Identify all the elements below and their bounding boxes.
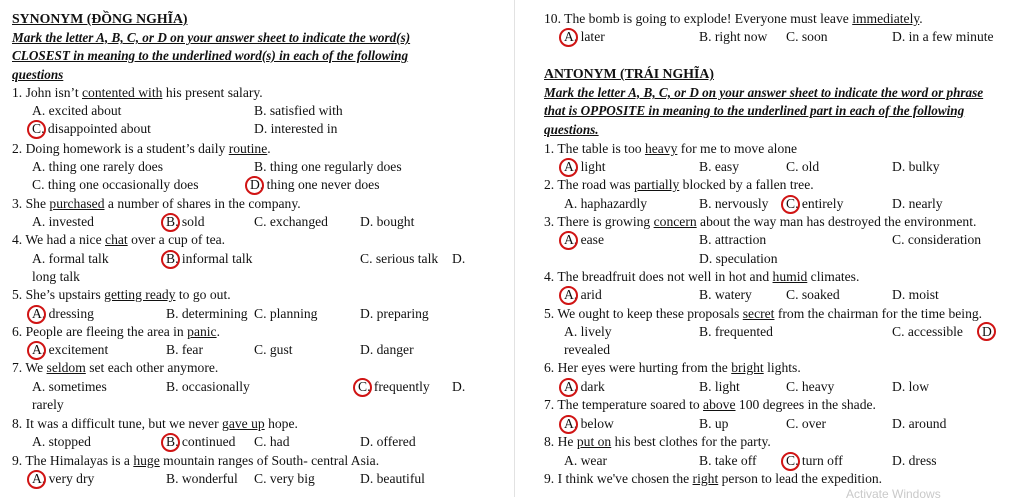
option-b: B. up [699,416,729,431]
question-7: 7. We seldom set each other anymore. [12,360,219,375]
underlined-word: routine [228,141,268,156]
option-d: D. beautiful [360,471,425,486]
option-a: A. stopped [32,434,91,449]
question-1: 1. John isn’t contented with his present salary. [12,85,263,100]
option-a: A. dark [564,379,605,394]
underlined-word: right [692,471,719,486]
option-d: D. [452,379,466,394]
option-b: B. right now [699,29,768,44]
option-d: D. nearly [892,196,943,211]
synonym-instruction-line-3: questions [12,67,64,82]
left-column [0,0,512,497]
option-d-text: revealed [564,342,611,357]
option-d-text: long talk [32,269,80,284]
answer-circle [559,231,578,250]
underlined-word: immediately [852,11,920,26]
option-c: C. thing one occasionally does [32,177,199,192]
option-c: C. turn off [786,453,843,468]
underlined-word: bright [731,360,764,375]
option-d: D. in a few minute [892,29,994,44]
option-c: C. soon [786,29,828,44]
question-3: 3. She purchased a number of shares in the company. [12,196,301,211]
option-d: D. offered [360,434,416,449]
option-d: D. [982,324,996,339]
question-8: 8. It was a difficult tune, but we never gave up hope. [12,416,298,431]
option-c: C. frequently [358,379,430,394]
answer-circle [27,470,46,489]
option-d: D. bulky [892,159,940,174]
answer-circle [245,176,264,195]
underlined-word: humid [772,269,808,284]
option-a: A. formal talk [32,251,109,266]
answer-circle [559,378,578,397]
question-9: 9. The Himalayas is a huge mountain ranges of South- central Asia. [12,453,380,468]
answer-circle [781,195,800,214]
option-d-text: rarely [32,397,64,412]
option-a: A. later [564,29,605,44]
antonym-title: ANTONYM (TRÁI NGHĨA) [544,66,714,81]
answer-circle [559,28,578,47]
option-b: B. informal talk [166,251,253,266]
option-a: A. invested [32,214,94,229]
antonym-instruction-line-2: that is OPPOSITE in meaning to the underlined part in each of the following [544,103,965,118]
option-c: C. entirely [786,196,844,211]
answer-circle [977,322,996,341]
option-c: C. exchanged [254,214,328,229]
option-b: B. frequented [699,324,773,339]
underlined-word: chat [105,232,128,247]
antonym-question-8: 8. He put on his best clothes for the party. [544,434,771,449]
option-c: C. very big [254,471,315,486]
option-a: A. excited about [32,103,122,118]
option-d: D. low [892,379,930,394]
antonym-question-3: 3. There is growing concern about the way man has destroyed the environment. [544,214,977,229]
option-b: B. fear [166,342,203,357]
answer-circle [559,286,578,305]
antonym-question-5: 5. We ought to keep these proposals secret from the chairman for the time being. [544,306,983,321]
option-b: B. light [699,379,740,394]
underlined-word: put on [576,434,612,449]
synonym-instruction-line-2: CLOSEST in meaning to the underlined word(s) in each of the following [12,48,409,63]
option-a: A. sometimes [32,379,107,394]
option-a: A. dressing [32,306,94,321]
option-a: A. wear [564,453,608,468]
option-c: C. accessible [892,324,963,339]
underlined-word: secret [742,306,775,321]
option-c: C. heavy [786,379,835,394]
option-b: B. continued [166,434,236,449]
option-a: A. thing one rarely does [32,159,163,174]
option-a: A. excitement [32,342,109,357]
option-c: C. planning [254,306,318,321]
option-b: B. easy [699,159,740,174]
option-a: A. haphazardly [564,196,648,211]
answer-circle [161,433,180,452]
antonym-question-7: 7. The temperature soared to above 100 degrees in the shade. [544,397,876,412]
answer-circle [353,378,372,397]
underlined-word: huge [133,453,160,468]
question-2: 2. Doing homework is a student’s daily routine. [12,141,271,156]
page-divider [514,0,515,497]
option-c: C. over [786,416,827,431]
antonym-instruction-line-1: Mark the letter A, B, C, or D on your answer sheet to indicate the word or phrase [544,85,984,100]
activate-windows-watermark: Activate Windows [846,487,941,501]
option-d: D. thing one never does [250,177,380,192]
synonym-instruction-line-1: Mark the letter A, B, C, or D on your answer sheet to indicate the word(s) [12,30,411,45]
option-d: D. dress [892,453,937,468]
answer-circle [27,341,46,360]
option-c: C. old [786,159,820,174]
option-a: A. lively [564,324,612,339]
answer-circle [161,213,180,232]
option-a: A. ease [564,232,605,247]
option-b: B. nervously [699,196,769,211]
antonym-question-6: 6. Her eyes were hurting from the bright lights. [544,360,801,375]
option-d: D. preparing [360,306,429,321]
option-c: C. serious talk [360,251,439,266]
option-b: B. sold [166,214,205,229]
answer-circle [27,120,46,139]
antonym-instruction-line-3: questions. [544,122,599,137]
answer-circle [27,305,46,324]
option-b: B. thing one regularly does [254,159,402,174]
option-c: C. soaked [786,287,840,302]
option-a: A. arid [564,287,602,302]
option-d: D. speculation [699,251,778,266]
question-6: 6. People are fleeing the area in panic. [12,324,220,339]
option-b: B. attraction [699,232,767,247]
option-b: B. watery [699,287,752,302]
antonym-question-9: 9. I think we've chosen the right person to lead the expedition. [544,471,883,486]
answer-circle [161,250,180,269]
question-10: 10. The bomb is going to explode! Everyone must leave immediately. [544,11,923,26]
option-a: A. below [564,416,614,431]
option-c: C. disappointed about [32,121,151,136]
antonym-question-4: 4. The breadfruit does not well in hot and humid climates. [544,269,860,284]
underlined-word: above [703,397,736,412]
option-d: D. moist [892,287,939,302]
antonym-question-2: 2. The road was partially blocked by a fallen tree. [544,177,814,192]
option-b: B. satisfied with [254,103,343,118]
right-column [516,0,1024,497]
option-c: C. gust [254,342,293,357]
option-d: D. danger [360,342,414,357]
underlined-word: concern [653,214,697,229]
underlined-word: seldom [46,360,86,375]
option-c: C. had [254,434,290,449]
option-b: B. determining [166,306,248,321]
option-b: B. occasionally [166,379,250,394]
question-4: 4. We had a nice chat over a cup of tea. [12,232,226,247]
option-d: D. bought [360,214,415,229]
option-a: A. light [564,159,606,174]
option-a: A. very dry [32,471,95,486]
option-c: C. consideration [892,232,982,247]
answer-circle [781,452,800,471]
underlined-word: heavy [644,141,678,156]
answer-circle [559,158,578,177]
option-b: B. take off [699,453,757,468]
option-d: D. [452,251,466,266]
question-5: 5. She’s upstairs getting ready to go out. [12,287,231,302]
answer-circle [559,415,578,434]
antonym-question-1: 1. The table is too heavy for me to move alone [544,141,798,156]
option-d: D. interested in [254,121,338,136]
option-d: D. around [892,416,947,431]
underlined-word: contented with [82,85,163,100]
underlined-word: gave up [222,416,265,431]
option-b: B. wonderful [166,471,238,486]
synonym-title: SYNONYM (ĐỒNG NGHĨA) [12,11,188,26]
underlined-word: panic [187,324,217,339]
underlined-word: partially [633,177,680,192]
underlined-word: getting ready [104,287,176,302]
underlined-word: purchased [49,196,105,211]
